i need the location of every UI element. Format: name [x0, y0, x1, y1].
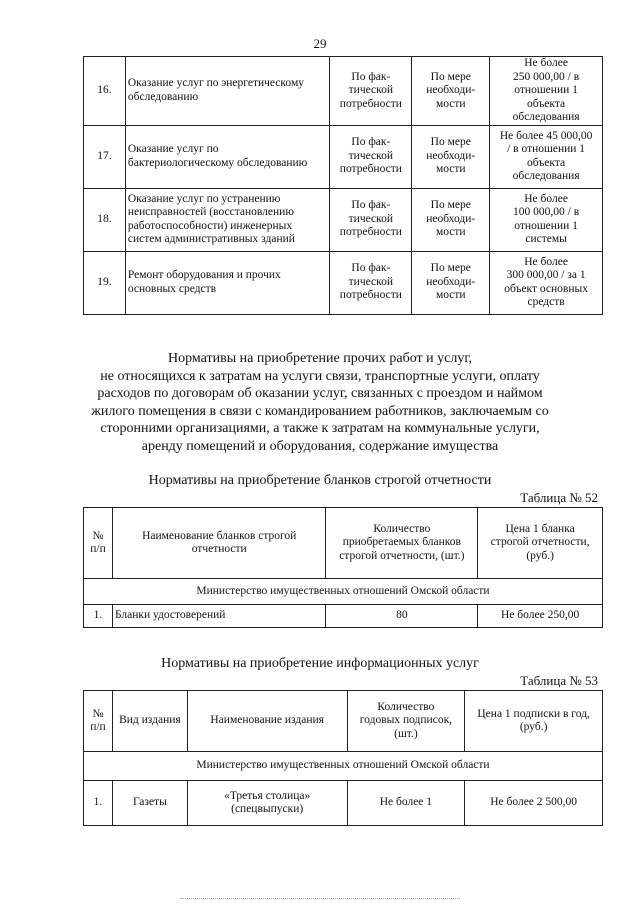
table-row — [84, 605, 603, 628]
header-price: Цена 1 подписки в год, (руб.) — [465, 691, 603, 752]
header-num: № п/п — [84, 691, 113, 752]
page-number: 29 — [313, 36, 327, 51]
info-services-table — [83, 690, 603, 826]
row-number: 19. — [84, 251, 126, 314]
frequency-cell: По мере необходи- мости — [412, 188, 490, 251]
organization-row: Министерство имущественных отношений Омской области — [84, 752, 603, 781]
service-name: Оказание услуг по бактериологическому обследованию — [125, 125, 330, 188]
form-price: Не более 250,00 — [478, 605, 603, 628]
row-number: 16. — [84, 57, 126, 126]
price-cell: Не более 250 000,00 / в отношении 1 объекта обследования — [490, 57, 603, 126]
price-cell: Не более 100 000,00 / в отношении 1 системы — [490, 188, 603, 251]
need-cell: По фак- тической потребности — [330, 57, 412, 126]
forms-table-heading: Нормативы на приобретение бланков строгой отчетности — [148, 473, 492, 488]
footer-divider — [180, 898, 460, 899]
frequency-cell: По мере необходи- мости — [412, 125, 490, 188]
need-cell: По фак- тической потребности — [330, 125, 412, 188]
price-cell: Не более 45 000,00 / в отношении 1 объекта обследования — [490, 125, 603, 188]
header-form-name: Наименование бланков строгой отчетности — [112, 508, 326, 579]
table-header-row — [84, 508, 603, 579]
header-num: № п/п — [84, 508, 113, 579]
table-row — [84, 188, 603, 251]
service-name: Оказание услуг по устранению неисправностей (восстановлению работоспособности) инженерных систем административных зданий — [125, 188, 330, 251]
row-number: 17. — [84, 125, 126, 188]
forms-table — [83, 507, 603, 628]
header-edition-name: Наименование издания — [187, 691, 347, 752]
organization-row: Министерство имущественных отношений Омской области — [84, 579, 603, 605]
service-name: Оказание услуг по энергетическому обследованию — [125, 57, 330, 126]
form-quantity: 80 — [326, 605, 478, 628]
table-row — [84, 781, 603, 826]
table-52-label: Таблица № 52 — [520, 490, 598, 505]
row-number: 1. — [84, 605, 113, 628]
header-subscriptions: Количество годовых подписок, (шт.) — [347, 691, 465, 752]
header-edition-type: Вид издания — [112, 691, 187, 752]
table-row — [84, 57, 603, 126]
service-name: Ремонт оборудования и прочих основных средств — [125, 251, 330, 314]
subscription-price: Не более 2 500,00 — [465, 781, 603, 826]
form-name: Бланки удостоверений — [112, 605, 326, 628]
row-number: 18. — [84, 188, 126, 251]
edition-name: «Третья столица» (спецвыпуски) — [187, 781, 347, 826]
header-quantity: Количество приобретаемых бланков строгой отчетности, (шт.) — [326, 508, 478, 579]
edition-type: Газеты — [112, 781, 187, 826]
table-row — [84, 251, 603, 314]
services-table — [83, 56, 603, 315]
table-53-label: Таблица № 53 — [520, 673, 598, 688]
table-row — [84, 125, 603, 188]
subscription-quantity: Не более 1 — [347, 781, 465, 826]
need-cell: По фак- тической потребности — [330, 251, 412, 314]
frequency-cell: По мере необходи- мости — [412, 57, 490, 126]
need-cell: По фак- тической потребности — [330, 188, 412, 251]
table-header-row — [84, 691, 603, 752]
frequency-cell: По мере необходи- мости — [412, 251, 490, 314]
header-price: Цена 1 бланка строгой отчетности, (руб.) — [478, 508, 603, 579]
price-cell: Не более 300 000,00 / за 1 объект основных средств — [490, 251, 603, 314]
section-heading: Нормативы на приобретение прочих работ и услуг, не относящихся к затратам на услуги связи, транспортные услуги, оплату расходов по договорам об оказании услуг, связанных с проездом и наймом жилого помещения в связи с командированием работников, заключаемым со сторонними организациями, а также к затратам на коммунальные услуги, аренду помещений и оборудования, содержание имущества — [91, 351, 549, 454]
info-table-heading: Нормативы на приобретение информационных услуг — [161, 656, 479, 671]
row-number: 1. — [84, 781, 113, 826]
